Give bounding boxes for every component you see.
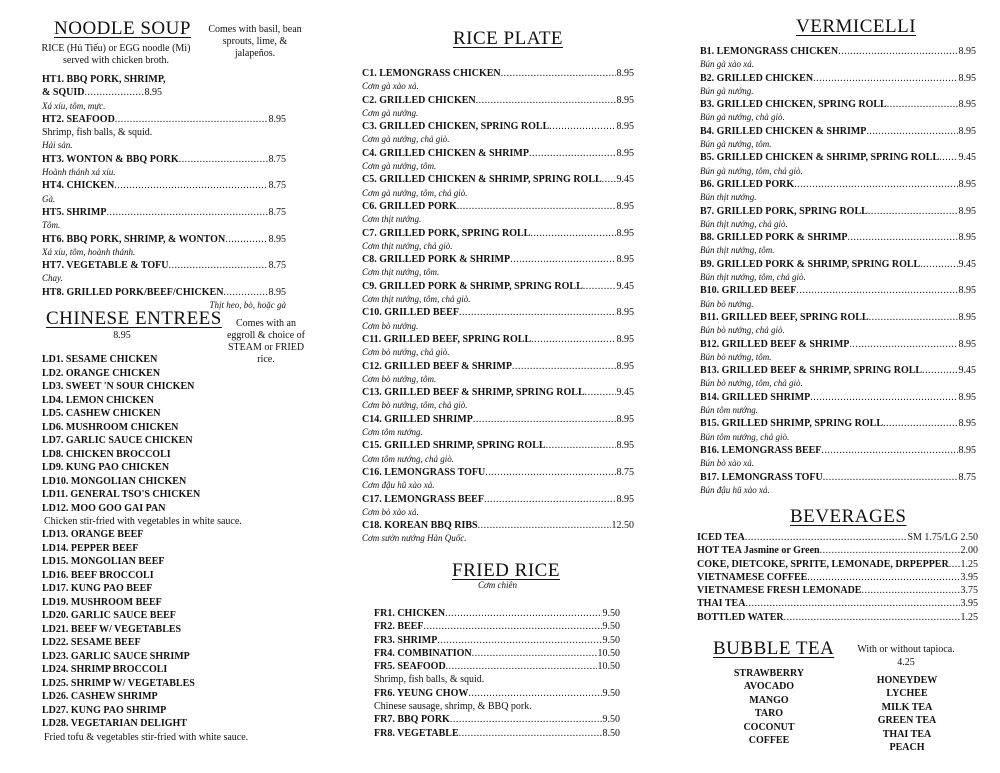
item-price: 8.75 xyxy=(958,471,976,483)
item-label: VIETNAMESE FRESH LEMONADE xyxy=(697,585,862,597)
menu-item-fr3 xyxy=(374,634,620,647)
item-price: 9.50 xyxy=(602,687,620,699)
menu-item-ht2 xyxy=(42,113,286,126)
item-viet: Xá xíu, tôm, hoành thánh. xyxy=(42,246,136,257)
item-price: 9.50 xyxy=(602,621,620,633)
item-price: 8.95 xyxy=(958,418,976,430)
item-label: VIETNAMESE COFFEE xyxy=(697,571,808,583)
menu-item xyxy=(697,558,978,571)
menu-item xyxy=(697,531,978,544)
item-label: HT5. SHRIMP xyxy=(42,206,107,218)
list-item: LD4. LEMON CHICKEN xyxy=(42,394,154,406)
menu-item xyxy=(697,544,978,557)
item-label: B3. GRILLED CHICKEN, SPRING ROLL xyxy=(700,99,887,111)
item-viet: Bún bò nướng, tôm. xyxy=(700,351,772,362)
item-viet: Cơm thịt nướng. xyxy=(362,214,422,225)
item-viet: Cơm thịt nướng, tôm. xyxy=(362,267,440,278)
item-label: C9. GRILLED PORK & SHRIMP, SPRING ROLL xyxy=(362,280,583,292)
item-viet: Bún bò xào xả. xyxy=(700,458,754,469)
list-item: LD17. KUNG PAO BEEF xyxy=(42,583,153,595)
menu-item xyxy=(697,571,978,584)
item-label: B11. GRILLED BEEF, SPRING ROLL xyxy=(700,311,869,323)
menu-item xyxy=(700,284,976,297)
item-viet: Cơm đậu hũ xào xả. xyxy=(362,480,435,491)
item-label: C7. GRILLED PORK, SPRING ROLL xyxy=(362,227,531,239)
item-label: HT2. SEAFOOD xyxy=(42,113,115,125)
rice-plate-title: RICE PLATE xyxy=(453,28,564,49)
menu-item xyxy=(700,471,976,484)
item-viet: Bún đậu hũ xào xả. xyxy=(700,484,770,495)
item-desc: Chinese sausage, shrimp, & BBQ pork. xyxy=(374,701,532,713)
item-price: 3.75 xyxy=(960,585,978,597)
list-item: LD15. MONGOLIAN BEEF xyxy=(42,556,165,568)
vermicelli-title: VERMICELLI xyxy=(796,16,917,37)
item-price: 8.95 xyxy=(616,121,634,133)
item-viet: Bún gà nướng, tôm. xyxy=(700,139,772,150)
item-viet: Cơm gà nướng, tôm. xyxy=(362,161,437,172)
item-viet: Bún bò nướng, tôm, chả giò. xyxy=(700,378,803,389)
list-item: LD22. SESAME BEEF xyxy=(42,637,141,649)
menu-item xyxy=(362,280,634,293)
list-item: LD6. MUSHROOM CHICKEN xyxy=(42,421,179,433)
flavor-item: THAI TEA xyxy=(882,728,932,740)
menu-item xyxy=(700,98,976,111)
item-label: B10. GRILLED BEEF xyxy=(700,285,797,297)
item-price: 8.95 xyxy=(616,254,634,266)
item-label: FR7. BBQ PORK xyxy=(374,714,450,726)
list-item: LD26. CASHEW SHRIMP xyxy=(42,691,158,703)
item-viet: Thịt heo, bò, hoặc gà xyxy=(209,300,286,311)
item-label: & SQUID xyxy=(42,87,85,99)
item-label: C16. LEMONGRASS TOFU xyxy=(362,466,486,478)
list-item: LD23. GARLIC SAUCE SHRIMP xyxy=(42,650,190,662)
fried-rice-title: FRIED RICE xyxy=(452,560,560,581)
menu-item xyxy=(362,67,634,80)
list-item: LD12. MOO GOO GAI PAN xyxy=(42,502,166,514)
item-price: 9.50 xyxy=(602,714,620,726)
beverages-list xyxy=(697,531,978,624)
menu-item xyxy=(700,205,976,218)
item-price: 3.95 xyxy=(960,571,978,583)
item-viet: Cơm bò nướng, tôm, chả giò. xyxy=(362,400,468,411)
item-price: 8.95 xyxy=(958,178,976,190)
flavor-item: LYCHEE xyxy=(886,688,928,700)
item-price: 12.50 xyxy=(611,520,634,532)
list-item: LD8. CHICKEN BROCCOLI xyxy=(42,448,171,460)
item-label: B14. GRILLED SHRIMP xyxy=(700,391,811,403)
item-label: FR6. YEUNG CHOW xyxy=(374,687,469,699)
item-price: 8.95 xyxy=(616,94,634,106)
menu-item xyxy=(362,333,634,346)
item-label: HOT TEA Jasmine or Green xyxy=(697,545,820,557)
list-item: LD19. MUSHROOM BEEF xyxy=(42,596,162,608)
item-label: B2. GRILLED CHICKEN xyxy=(700,72,814,84)
item-label: C11. GRILLED BEEF, SPRING ROLL xyxy=(362,333,532,345)
item-label: C3. GRILLED CHICKEN, SPRING ROLL xyxy=(362,121,550,133)
item-label: C18. KOREAN BBQ RIBS xyxy=(362,520,478,532)
menu-item xyxy=(362,94,634,107)
item-label: C5. GRILLED CHICKEN & SHRIMP, SPRING ROLL xyxy=(362,174,602,186)
menu-item xyxy=(700,72,976,85)
fried-rice-subtitle: Cơm chiên xyxy=(478,580,518,590)
list-item: LD20. GARLIC SAUCE BEEF xyxy=(42,610,176,622)
vermicelli-list xyxy=(700,45,976,497)
item-desc: Shrimp, fish balls, & squid. xyxy=(374,674,485,686)
list-item: LD1. SESAME CHICKEN xyxy=(42,354,158,365)
item-label: B6. GRILLED PORK xyxy=(700,178,795,190)
item-label: COKE, DIETCOKE, SPRITE, LEMONADE, DRPEPPER xyxy=(697,558,949,570)
menu-item xyxy=(362,360,634,373)
item-viet: Cơm bò nướng, chả giò. xyxy=(362,347,450,358)
item-viet: Bún tôm nướng, chả giò. xyxy=(700,431,790,442)
item-price: 8.95 xyxy=(268,113,286,125)
menu-item xyxy=(362,493,634,506)
flavor-item: COFFEE xyxy=(748,735,790,747)
item-viet: Xá xíu, tôm, mực. xyxy=(42,100,106,111)
item-price: 8.95 xyxy=(268,233,286,245)
item-price: SM 1.75/LG 2.50 xyxy=(907,532,978,543)
item-label: B17. LEMONGRASS TOFU xyxy=(700,471,823,483)
item-price: 8.95 xyxy=(616,227,634,239)
menu-item xyxy=(700,391,976,404)
item-price: 8.95 xyxy=(958,99,976,111)
item-viet: Hoành thánh xá xíu. xyxy=(42,167,116,178)
item-price: 9.45 xyxy=(616,387,634,399)
item-viet: Bún gà nướng. xyxy=(700,85,754,96)
item-price: 9.45 xyxy=(616,280,634,292)
item-label: C13. GRILLED BEEF & SHRIMP, SPRING ROLL xyxy=(362,387,585,399)
list-item: LD11. GENERAL TSO'S CHICKEN xyxy=(42,489,201,500)
item-price: 8.95 xyxy=(268,286,286,298)
item-price: 8.95 xyxy=(958,311,976,323)
noodle-soup-intro: RICE (Hủ Tiếu) or EGG noodle (Mì) served with chicken broth. xyxy=(41,43,191,66)
bubble-tea-flavors-right xyxy=(848,674,966,754)
list-item: LD25. SHRIMP W/ VEGETABLES xyxy=(42,677,195,689)
menu-item xyxy=(700,231,976,244)
item-price: 2.00 xyxy=(960,545,978,557)
item-viet: Hải sản. xyxy=(42,140,73,151)
menu-item xyxy=(700,311,976,324)
menu-item-ht7 xyxy=(42,259,286,272)
menu-item xyxy=(700,125,976,138)
item-price: 8.95 xyxy=(616,307,634,319)
menu-item xyxy=(362,413,634,426)
list-item: LD5. CASHEW CHICKEN xyxy=(42,408,161,419)
item-label: C14. GRILLED SHRIMP xyxy=(362,413,473,425)
item-viet: Cơm gà nướng, tôm, chả giò. xyxy=(362,187,468,198)
item-price: 8.95 xyxy=(616,440,634,452)
item-price: 8.75 xyxy=(268,206,286,218)
menu-item-ht5 xyxy=(42,206,286,219)
item-viet: Cơm thịt nướng, chả giò. xyxy=(362,240,453,251)
item-price: 8.95 xyxy=(144,87,162,99)
flavor-item: MILK TEA xyxy=(881,701,933,713)
item-price: 10.50 xyxy=(597,647,620,659)
item-price: 8.95 xyxy=(958,205,976,217)
menu-item xyxy=(700,444,976,457)
list-item: LD2. ORANGE CHICKEN xyxy=(42,367,161,379)
list-item: LD24. SHRIMP BROCCOLI xyxy=(42,664,168,676)
item-price: 9.50 xyxy=(602,608,620,619)
item-label: B16. LEMONGRASS BEEF xyxy=(700,444,822,456)
item-viet: Bún tôm nướng. xyxy=(700,405,758,416)
menu-item-fr4 xyxy=(374,647,620,660)
item-viet: Bún thịt nướng, tôm, chả giò. xyxy=(700,272,806,283)
flavor-item: COCONUT xyxy=(743,721,795,733)
item-viet: Cơm tôm nướng, chả giò. xyxy=(362,453,455,464)
menu-item xyxy=(362,200,634,213)
menu-item xyxy=(362,147,634,160)
item-price: 9.45 xyxy=(958,258,976,270)
noodle-soup-title: NOODLE SOUP xyxy=(54,18,191,39)
menu-item xyxy=(362,519,634,532)
item-viet: Tôm. xyxy=(42,220,61,231)
list-item: LD27. KUNG PAO SHRIMP xyxy=(42,704,167,716)
chinese-entrees-price: 8.95 xyxy=(113,330,131,341)
item-label: HT3. WONTON & BBQ PORK xyxy=(42,153,179,165)
item-viet: Bún thịt nướng, tôm. xyxy=(700,245,775,256)
menu-item xyxy=(362,120,634,133)
flavor-item: STRAWBERRY xyxy=(733,668,805,679)
item-viet: Cơm bò nướng, tôm. xyxy=(362,373,437,384)
item-label: B13. GRILLED BEEF & SHRIMP, SPRING ROLL xyxy=(700,365,923,377)
list-item: LD14. PEPPER BEEF xyxy=(42,542,139,554)
item-viet: Cơm gà nướng. xyxy=(362,107,419,118)
menu-item xyxy=(700,338,976,351)
chinese-entrees-list xyxy=(42,353,282,744)
item-viet: Cơm tôm nướng. xyxy=(362,427,423,438)
list-item: LD10. MONGOLIAN CHICKEN xyxy=(42,475,187,487)
menu-item xyxy=(700,258,976,271)
item-label: B12. GRILLED BEEF & SHRIMP xyxy=(700,338,850,350)
item-label: BOTTLED WATER xyxy=(697,611,784,623)
chinese-entrees-side-note: Comes with an eggroll & choice of STEAM or FRIED rice. xyxy=(226,318,306,365)
list-item: LD28. VEGETARIAN DELIGHT xyxy=(42,718,187,730)
item-label: HT4. CHICKEN xyxy=(42,180,115,192)
bubble-tea-title: BUBBLE TEA xyxy=(713,638,835,659)
item-label: B15. GRILLED SHRIMP, SPRING ROLL xyxy=(700,418,883,430)
noodle-soup-side-note: Comes with basil, bean sprouts, lime, & jalapeños. xyxy=(208,24,302,59)
menu-item-fr7 xyxy=(374,713,620,726)
menu-item-ht1-cont xyxy=(42,86,162,99)
item-label: C12. GRILLED BEEF & SHRIMP xyxy=(362,360,512,372)
item-label: FR3. SHRIMP xyxy=(374,634,438,646)
menu-item xyxy=(700,417,976,430)
item-price: 8.75 xyxy=(268,180,286,192)
menu-item-fr8 xyxy=(374,727,620,740)
fried-rice-list xyxy=(374,607,620,740)
flavor-item: GREEN TEA xyxy=(877,715,937,727)
menu-item xyxy=(362,439,634,452)
menu-item-fr6 xyxy=(374,687,620,700)
item-label: C2. GRILLED CHICKEN xyxy=(362,94,476,106)
item-label: C6. GRILLED PORK xyxy=(362,200,457,212)
list-item: LD13. ORANGE BEEF xyxy=(42,529,144,541)
bubble-tea-flavors-left xyxy=(710,667,828,747)
menu-item xyxy=(700,178,976,191)
item-viet: Bún gà nướng, chả giò. xyxy=(700,112,785,123)
item-label: HT6. BBQ PORK, SHRIMP, & WONTON xyxy=(42,233,226,245)
item-price: 8.50 xyxy=(602,727,620,739)
item-label: C1. LEMONGRASS CHICKEN xyxy=(362,68,501,79)
menu-item-ht1: HT1. BBQ PORK, SHRIMP, xyxy=(42,74,166,85)
item-viet: Cơm sườn nướng Hàn Quốc. xyxy=(362,533,467,544)
bubble-tea-price: 4.25 xyxy=(897,657,915,668)
item-viet: Cơm gà nướng, chả giò. xyxy=(362,134,450,145)
flavor-item: TARO xyxy=(754,708,784,720)
menu-item-ht8 xyxy=(42,286,286,299)
item-label: B7. GRILLED PORK, SPRING ROLL xyxy=(700,205,868,217)
list-item: LD9. KUNG PAO CHICKEN xyxy=(42,462,170,473)
item-price: 8.95 xyxy=(958,46,976,57)
menu-item-ht3 xyxy=(42,153,286,166)
item-price: 8.95 xyxy=(616,68,634,79)
menu-item xyxy=(700,364,976,377)
item-label: HT8. GRILLED PORK/BEEF/CHICKEN xyxy=(42,286,224,298)
item-desc: Shrimp, fish balls, & squid. xyxy=(42,127,153,139)
item-price: 9.45 xyxy=(616,174,634,186)
item-price: 8.95 xyxy=(958,232,976,244)
item-desc: Fried tofu & vegetables stir-fried with white sauce. xyxy=(44,731,249,743)
menu-item xyxy=(362,306,634,319)
item-price: 8.95 xyxy=(616,493,634,505)
menu-item xyxy=(697,584,978,597)
item-label: C4. GRILLED CHICKEN & SHRIMP xyxy=(362,147,529,159)
item-label: B5. GRILLED CHICKEN & SHRIMP, SPRING ROLL xyxy=(700,152,940,164)
list-item: LD7. GARLIC SAUCE CHICKEN xyxy=(42,435,193,446)
item-price: 8.75 xyxy=(268,153,286,165)
item-label: C10. GRILLED BEEF xyxy=(362,307,459,319)
menu-item-fr5 xyxy=(374,660,620,673)
item-viet: Cơm gà xào xả. xyxy=(362,81,419,92)
menu-item xyxy=(362,173,634,186)
item-price: 1.25 xyxy=(960,611,978,623)
bubble-tea-note: With or without tapioca. xyxy=(857,644,955,655)
item-price: 8.95 xyxy=(958,338,976,350)
item-label: C15. GRILLED SHRIMP, SPRING ROLL xyxy=(362,440,546,452)
item-label: FR2. BEEF xyxy=(374,621,424,633)
menu-item xyxy=(700,151,976,164)
flavor-item: HONEYDEW xyxy=(876,675,938,686)
item-label: FR1. CHICKEN xyxy=(374,608,446,619)
item-price: 9.45 xyxy=(958,365,976,377)
item-price: 8.95 xyxy=(616,333,634,345)
item-label: FR8. VEGETABLE xyxy=(374,727,459,739)
item-price: 10.50 xyxy=(597,661,620,673)
menu-item xyxy=(362,227,634,240)
item-desc: Chicken stir-fried with vegetables in white sauce. xyxy=(44,516,242,527)
menu-item xyxy=(697,597,978,610)
item-price: 8.95 xyxy=(616,413,634,425)
item-price: 8.95 xyxy=(616,147,634,159)
beverages-title: BEVERAGES xyxy=(790,506,907,527)
item-price: 8.95 xyxy=(958,285,976,297)
item-viet: Bún gà nướng, tôm, chả giò. xyxy=(700,165,803,176)
rice-plate-list xyxy=(362,67,634,546)
item-viet: Bún gà xào xả. xyxy=(700,59,754,70)
item-viet: Gà. xyxy=(42,193,56,204)
menu-item-ht4 xyxy=(42,179,286,192)
chinese-entrees-title: CHINESE ENTREES xyxy=(46,308,222,329)
flavor-item: PEACH xyxy=(889,742,925,754)
menu-item xyxy=(362,253,634,266)
item-label: B1. LEMONGRASS CHICKEN xyxy=(700,46,839,57)
item-viet: Bún thịt nướng, chả giò. xyxy=(700,218,788,229)
menu-item-fr1 xyxy=(374,607,620,620)
item-price: 8.95 xyxy=(958,125,976,137)
item-viet: Bún bò nướng. xyxy=(700,298,754,309)
flavor-item: MANGO xyxy=(749,694,789,706)
menu-item xyxy=(697,611,978,624)
item-label: FR5. SEAFOOD xyxy=(374,661,446,673)
item-price: 8.95 xyxy=(958,391,976,403)
item-label: THAI TEA xyxy=(697,598,746,610)
item-price: 1.25 xyxy=(960,558,978,570)
item-label: B8. GRILLED PORK & SHRIMP xyxy=(700,232,848,244)
item-price: 8.95 xyxy=(616,360,634,372)
item-label: ICED TEA xyxy=(697,532,745,543)
list-item: LD16. BEEF BROCCOLI xyxy=(42,569,154,581)
item-viet: Bún bò nướng, chả giò. xyxy=(700,325,785,336)
item-price: 3.95 xyxy=(960,598,978,610)
item-price: 8.75 xyxy=(616,466,634,478)
item-label: B4. GRILLED CHICKEN & SHRIMP xyxy=(700,125,867,137)
item-label: C8. GRILLED PORK & SHRIMP xyxy=(362,254,511,266)
item-label: HT7. VEGETABLE & TOFU xyxy=(42,260,169,272)
flavor-item: AVOCADO xyxy=(743,681,795,693)
item-viet: Chay. xyxy=(42,273,63,284)
menu-item xyxy=(362,386,634,399)
list-item: LD3. SWEET 'N SOUR CHICKEN xyxy=(42,381,195,392)
menu-item xyxy=(700,45,976,58)
menu-item xyxy=(362,466,634,479)
item-viet: Cơm thịt nướng, tôm, chả giò. xyxy=(362,294,471,305)
item-label: B9. GRILLED PORK & SHRIMP, SPRING ROLL xyxy=(700,258,921,270)
menu-item-ht6 xyxy=(42,233,286,246)
item-viet: Bún thịt nướng. xyxy=(700,192,757,203)
list-item: LD21. BEEF W/ VEGETABLES xyxy=(42,623,182,635)
item-price: 8.95 xyxy=(616,200,634,212)
menu-item-fr2 xyxy=(374,620,620,633)
item-label: C17. LEMONGRASS BEEF xyxy=(362,493,484,505)
item-price: 9.50 xyxy=(602,634,620,646)
item-viet: Cơm bò nướng. xyxy=(362,320,419,331)
noodle-soup-list xyxy=(42,73,286,312)
item-label: FR4. COMBINATION xyxy=(374,647,472,659)
item-price: 8.95 xyxy=(958,444,976,456)
item-price: 9.45 xyxy=(958,152,976,164)
item-price: 8.95 xyxy=(958,72,976,84)
item-viet: Cơm bò xào xả. xyxy=(362,506,419,517)
item-price: 8.75 xyxy=(268,260,286,272)
